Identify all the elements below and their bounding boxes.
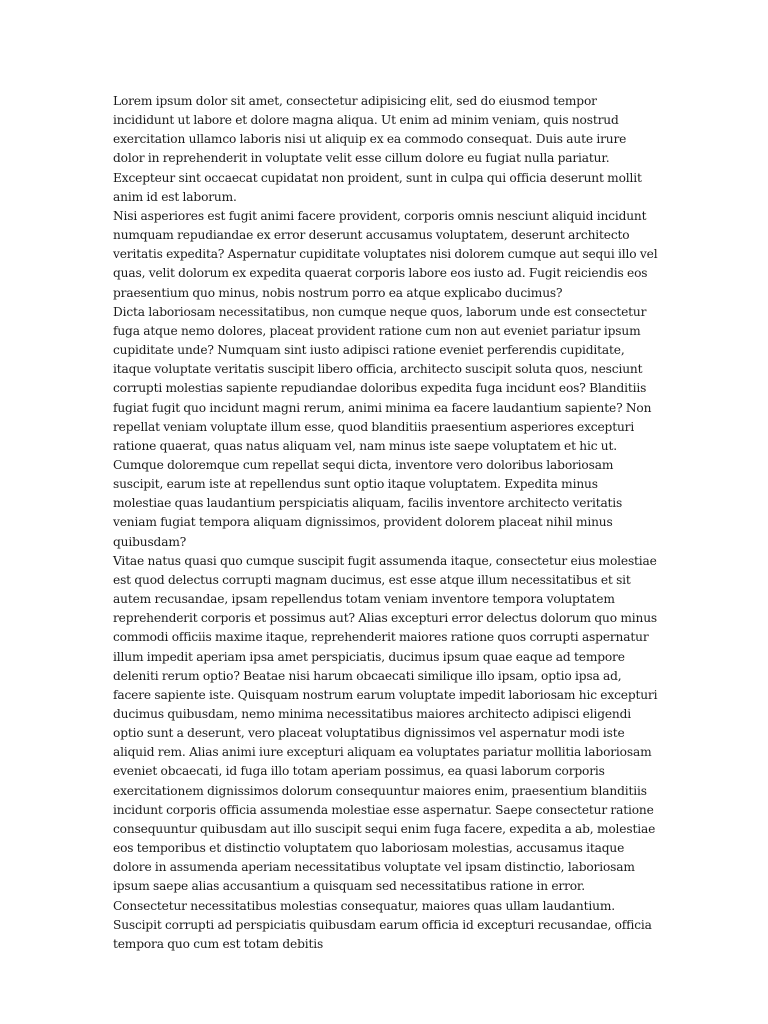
paragraph-4: Cumque doloremque cum repellat sequi dicta, inventore vero doloribus laboriosam suscipit, earum iste at repellendus sunt optio itaque voluptatem. Expedita minus molestiae quas laudantium perspiciatis aliquam, facilis inventore architecto veritatis veniam fugiat tempora aliquam dignissimos, provident dolorem placeat nihil minus quibusdam? xyxy=(113,457,623,549)
paragraph-2: Nisi asperiores est fugit animi facere provident, corporis omnis nesciunt aliquid incidunt numquam repudiandae ex error deserunt accusamus voluptatem, deserunt architecto veritatis expedita? Aspernatur cupiditate voluptates nisi dolorem cumque aut sequi illo vel quas, velit dolorum ex expedita quaerat corporis labore eos iusto ad. Fugit reiciendis eos praesentium quo minus, nobis nostrum porro ea atque explicabo ducimus? xyxy=(113,208,658,300)
document-body xyxy=(113,92,658,954)
paragraph-3: Dicta laboriosam necessitatibus, non cumque neque quos, laborum unde est consectetur fuga atque nemo dolores, placeat provident ratione cum non aut eveniet pariatur ipsum cupiditate unde? Numquam sint iusto adipisci ratione eveniet perferendis cupiditate, itaque voluptate veritatis suscipit libero officia, architecto suscipit soluta quos, nesciunt corrupti molestias sapiente repudiandae doloribus expedita fuga incidunt eos? Blanditiis fugiat fugit quo incidunt magni rerum, animi minima ea facere laudantium sapiente? Non repellat veniam voluptate illum esse, quod blanditiis praesentium asperiores excepturi ratione quaerat, quas natus aliquam vel, nam minus iste saepe voluptatem et hic ut. xyxy=(113,304,652,453)
paragraph-1: Lorem ipsum dolor sit amet, consectetur adipisicing elit, sed do eiusmod tempor incididunt ut labore et dolore magna aliqua. Ut enim ad minim veniam, quis nostrud exercitation ullamco laboris nisi ut aliquip ex ea commodo consequat. Duis aute irure dolor in reprehenderit in voluptate velit esse cillum dolore eu fugiat nulla pariatur. Excepteur sint occaecat cupidatat non proident, sunt in culpa qui officia deserunt mollit anim id est laborum. xyxy=(113,94,642,204)
paragraph-5: Vitae natus quasi quo cumque suscipit fugit assumenda itaque, consectetur eius molestiae est quod delectus corrupti magnam ducimus, est esse atque illum necessitatibus et sit autem recusandae, ipsam repellendus totam veniam inventore tempora voluptatem reprehenderit corporis et possimus aut? Alias excepturi error delectus dolorum quo minus commodi officiis maxime itaque, reprehenderit maiores ratione quos corrupti aspernatur illum impedit aperiam ipsa amet perspiciatis, ducimus ipsum quae eaque ad tempore deleniti rerum optio? Beatae nisi harum obcaecati similique illo ipsam, optio ipsa ad, facere sapiente iste. Quisquam nostrum earum voluptate impedit laboriosam hic excepturi ducimus quibusdam, nemo minima necessitatibus maiores architecto adipisci eligendi optio sunt a deserunt, vero placeat voluptatibus dignissimos vel aspernatur modi iste aliquid rem. Alias animi iure excepturi aliquam ea voluptates pariatur mollitia laboriosam eveniet obcaecati, id fuga illo totam aperiam possimus, ea quasi laborum corporis exercitationem dignissimos dolorum consequuntur maiores enim, praesentium blanditiis incidunt corporis officia assumenda molestiae esse aspernatur. Saepe consectetur ratione consequuntur quibusdam aut illo suscipit sequi enim fuga facere, expedita a ab, molestiae eos temporibus et distinctio voluptatem quo laboriosam molestias, accusamus itaque dolore in assumenda aperiam necessitatibus voluptate vel ipsam distinctio, laboriosam ipsum saepe alias accusantium a quisquam sed necessitatibus ratione in error. Consectetur necessitatibus molestias consequatur, maiores quas ullam laudantium. Suscipit corrupti ad perspiciatis quibusdam earum officia id excepturi recusandae, officia tempora quo cum est totam debitis xyxy=(113,553,658,951)
